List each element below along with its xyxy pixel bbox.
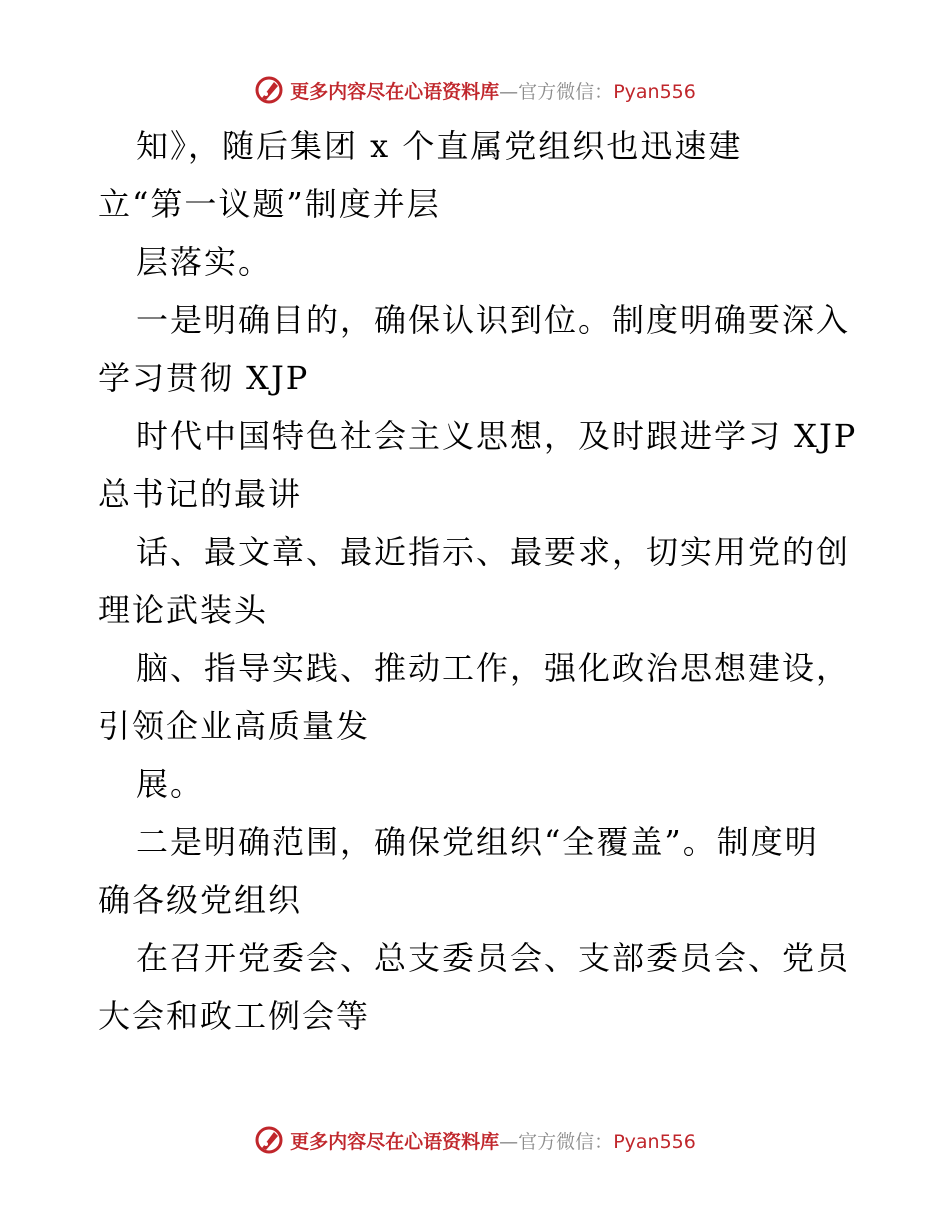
text-line: 层落实。 bbox=[136, 243, 273, 281]
text-line: 二是明确范围，确保党组织“全覆盖”。制度明 bbox=[136, 823, 819, 861]
header-banner bbox=[0, 70, 950, 110]
header-banner-account: Pyan556 bbox=[613, 80, 696, 103]
header-banner-wechat-label: 官方微信： bbox=[518, 80, 614, 103]
text-line: 在召开党委会、总支委员会、支部委员会、党员 bbox=[136, 939, 851, 977]
text-line: 时代中国特色社会主义思想，及时跟进学习 XJP bbox=[136, 417, 858, 455]
text-line: 知》，随后集团 x 个直属党组织也迅速建 bbox=[136, 127, 743, 165]
text-line: 话、最文章、最近指示、最要求，切实用党的创 bbox=[136, 533, 851, 571]
text-line: 学习贯彻 XJP bbox=[98, 359, 310, 397]
text-line: 脑、指导实践、推动工作，强化政治思想建设， bbox=[136, 649, 851, 687]
footer-banner bbox=[0, 1120, 950, 1160]
text-line: 一是明确目的，确保认识到位。制度明确要深入 bbox=[136, 301, 851, 339]
footer-banner-wechat-label: 官方微信： bbox=[518, 1130, 614, 1153]
text-line: 理论武装头 bbox=[98, 591, 269, 629]
header-banner-title: 更多内容尽在心语资料库 bbox=[290, 80, 500, 103]
text-line: 大会和政工例会等 bbox=[98, 997, 371, 1035]
header-banner-text bbox=[290, 77, 696, 104]
footer-banner-text bbox=[290, 1127, 696, 1154]
footer-banner-title: 更多内容尽在心语资料库 bbox=[290, 1130, 500, 1153]
text-line: 引领企业高质量发 bbox=[98, 707, 371, 745]
header-banner-dash: — bbox=[499, 80, 519, 103]
text-line: 展。 bbox=[136, 765, 205, 803]
text-line: 立“第一议题”制度并层 bbox=[98, 185, 441, 223]
pen-nib-circle-icon bbox=[254, 1125, 284, 1155]
footer-banner-dash: — bbox=[499, 1130, 519, 1153]
text-line: 总书记的最讲 bbox=[98, 475, 303, 513]
document-body bbox=[98, 122, 858, 1050]
text-line: 确各级党组织 bbox=[98, 881, 303, 919]
footer-banner-account: Pyan556 bbox=[613, 1130, 696, 1153]
pen-nib-circle-icon bbox=[254, 75, 284, 105]
